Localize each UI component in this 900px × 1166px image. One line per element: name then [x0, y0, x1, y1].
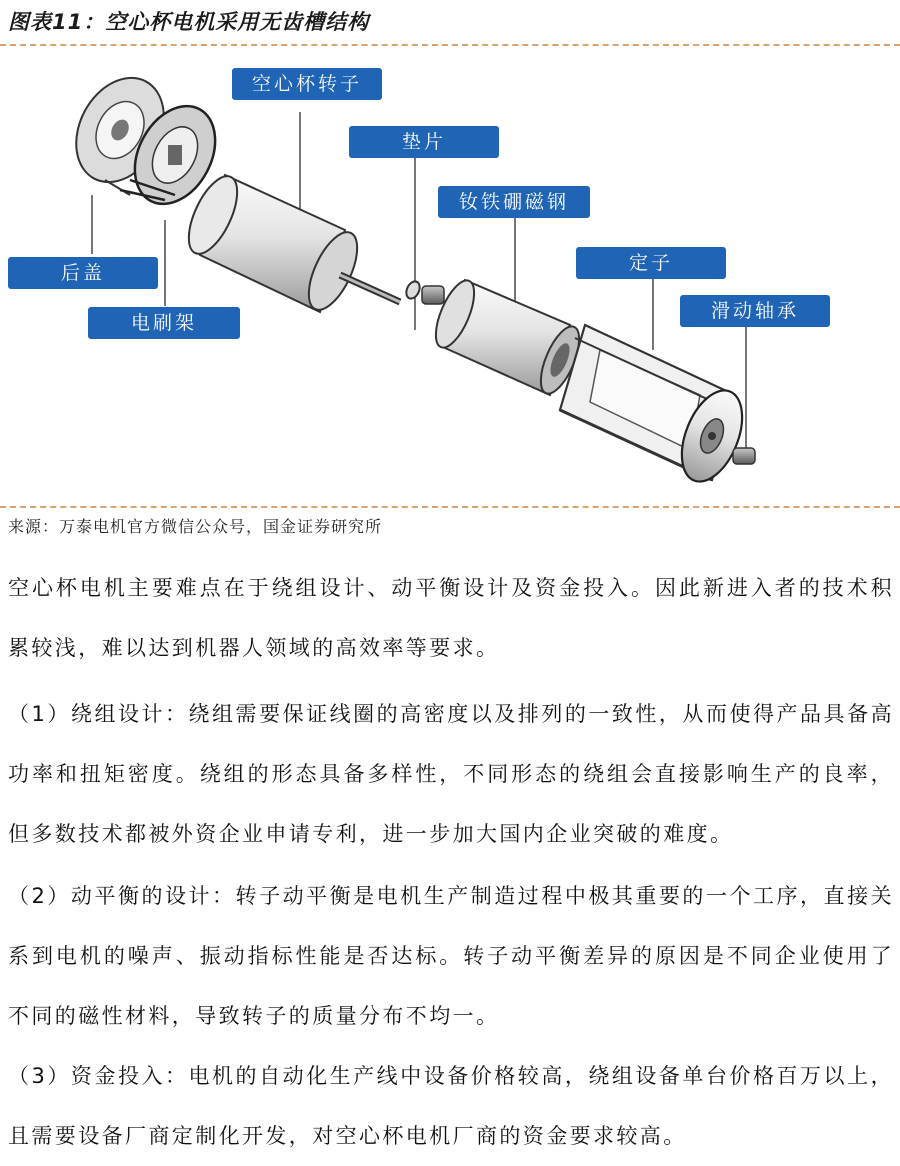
label-sliding-bearing: 滑动轴承	[680, 295, 830, 327]
paragraph-winding-design: （1）绕组设计：绕组需要保证线圈的高密度以及排列的一致性，从而使得产品具备高功率和扭矩密度。绕组的形态具备多样性，不同形态的绕组会直接影响生产的良率，但多数技术都被外资企业申请专利，进一步加大国内企业突破的难度。	[8, 702, 894, 846]
figure-title: 图表11：空心杯电机采用无齿槽结构	[8, 10, 370, 34]
top-divider	[0, 44, 900, 46]
gasket-part	[404, 279, 444, 304]
sliding-bearing-part	[733, 448, 755, 464]
label-brush-holder: 电刷架	[88, 307, 240, 339]
label-hollow-cup-rotor: 空心杯转子	[232, 68, 382, 100]
label-ndfeb-magnet: 钕铁硼磁钢	[438, 186, 590, 218]
label-stator: 定子	[576, 247, 726, 279]
figure-source: 来源：万泰电机官方微信公众号，国金证券研究所	[8, 517, 383, 536]
hollow-cup-rotor-part	[179, 169, 400, 316]
stator-part	[560, 325, 754, 490]
label-gasket: 垫片	[349, 126, 499, 158]
paragraph-capital-investment: （3）资金投入：电机的自动化生产线中设备价格较高，绕组设备单台价格百万以上，且需要设备厂商定制化开发，对空心杯电机厂商的资金要求较高。	[8, 1064, 894, 1148]
bottom-divider	[0, 506, 900, 508]
paragraph-intro: 空心杯电机主要难点在于绕组设计、动平衡设计及资金投入。因此新进入者的技术积累较浅，难以达到机器人领域的高效率等要求。	[8, 576, 894, 660]
motor-exploded-diagram	[0, 50, 900, 500]
ndfeb-magnet-part	[428, 275, 587, 398]
label-back-cover: 后盖	[8, 257, 158, 289]
paragraph-dynamic-balance: （2）动平衡的设计：转子动平衡是电机生产制造过程中极其重要的一个工序，直接关系到电机的噪声、振动指标性能是否达标。转子动平衡差异的原因是不同企业使用了不同的磁性材料，导致转子的质量分布不均一。	[8, 884, 894, 1028]
